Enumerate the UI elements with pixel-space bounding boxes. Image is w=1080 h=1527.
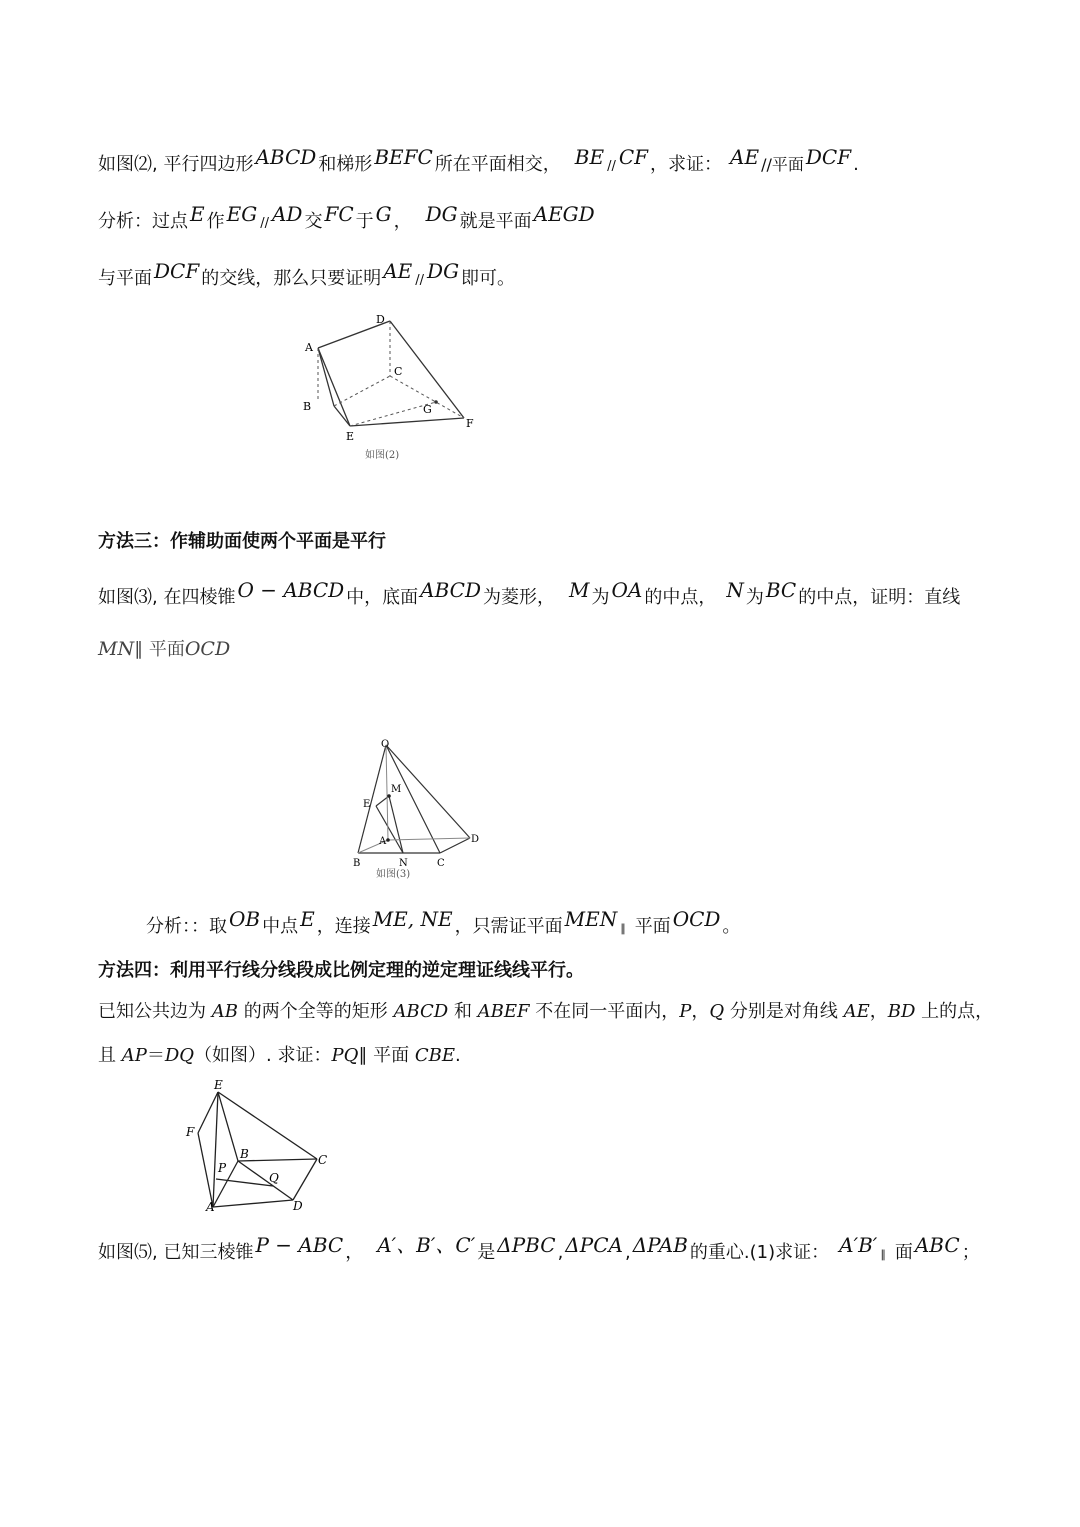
edge-DC xyxy=(293,1159,317,1200)
text: 如图⑶, 在四棱锥 xyxy=(98,587,236,608)
text: 和 xyxy=(453,1001,472,1022)
label-A: A xyxy=(305,341,313,354)
text: 与平面 xyxy=(98,268,152,289)
text: ， xyxy=(393,211,412,232)
figure-3-diagram xyxy=(348,735,488,880)
problem-statement-1 xyxy=(98,145,859,180)
text: ， xyxy=(691,1001,710,1022)
label-M: M xyxy=(391,784,402,795)
text: ，求证： xyxy=(650,154,723,175)
math: OCD xyxy=(672,907,721,931)
math: ABEF xyxy=(477,1001,530,1022)
label-D: D xyxy=(471,834,480,845)
math: BC xyxy=(765,578,797,602)
text: 。 xyxy=(722,916,741,937)
math: MEN xyxy=(564,907,618,931)
text: 的中点，证明：直线 xyxy=(798,587,961,608)
math: EG xyxy=(226,202,258,226)
math: AD xyxy=(271,202,303,226)
math: ABC xyxy=(914,1233,960,1257)
math: ME, NE xyxy=(372,907,453,931)
problem-statement-3 xyxy=(98,999,993,1025)
label-E: E xyxy=(346,430,355,443)
analysis-3 xyxy=(146,907,741,942)
math: E xyxy=(300,907,315,931)
text: ＝ xyxy=(146,1045,165,1066)
problem-statement-4 xyxy=(98,1233,980,1268)
text: //平面 xyxy=(761,155,804,174)
math: CF xyxy=(618,145,649,169)
math: BEFC xyxy=(374,145,433,169)
math: OA xyxy=(611,578,643,602)
math: AE xyxy=(383,259,413,283)
text: ∥ 平面 xyxy=(134,639,185,660)
text: （如图）. 求证： xyxy=(194,1045,332,1066)
edge-AD xyxy=(388,838,470,840)
text: ，只需证平面 xyxy=(454,916,563,937)
edge-MN xyxy=(389,796,403,853)
edge-AD xyxy=(213,1200,293,1207)
label-F: F xyxy=(186,1125,195,1139)
label-A: A xyxy=(206,1200,215,1214)
text: 如图⑸, 已知三棱锥 xyxy=(98,1242,254,1263)
math: O − ABCD xyxy=(237,578,345,602)
figure-2-diagram xyxy=(295,310,495,470)
math: ABCD xyxy=(255,145,317,169)
text: 不在同一平面内， xyxy=(535,1001,680,1022)
math: A′、B′、C′ xyxy=(377,1233,476,1257)
edge-EB xyxy=(218,1092,238,1161)
text: 为 xyxy=(745,587,764,608)
math: DCF xyxy=(805,145,852,169)
edge-CD xyxy=(440,838,470,853)
text: 上的点， xyxy=(921,1001,994,1022)
figure-4-diagram xyxy=(180,1075,340,1215)
text: 如图⑵, 平行四边形 xyxy=(98,154,254,175)
section-heading-method-4: 方法四：利用平行线分线段成比例定理的逆定理证线线平行。 xyxy=(98,960,584,981)
edge-EF xyxy=(198,1092,218,1133)
label-E: E xyxy=(214,1078,223,1092)
label-F: F xyxy=(466,417,474,430)
math: OCD xyxy=(184,638,231,660)
edge-EF xyxy=(350,418,464,426)
text: ∥ 平面 xyxy=(358,1045,410,1066)
math: AEGD xyxy=(533,202,595,226)
text: 作 xyxy=(206,211,225,232)
text: 且 xyxy=(98,1045,116,1066)
parallel-symbol: // xyxy=(607,159,616,174)
label-C: C xyxy=(394,365,403,378)
math: ABCD xyxy=(393,1001,449,1022)
text: 中，底面 xyxy=(346,587,419,608)
label-B: B xyxy=(353,858,361,869)
text: 分析：：取 xyxy=(146,916,227,937)
text: . xyxy=(455,1045,461,1066)
edge-BC xyxy=(334,376,390,406)
text: 交 xyxy=(304,211,323,232)
text: 和梯形 xyxy=(318,154,373,175)
math: DG xyxy=(427,259,460,283)
edge-EC xyxy=(218,1092,317,1159)
text: 是 xyxy=(477,1242,496,1263)
parallel-symbol: ∥ xyxy=(880,1248,886,1261)
math: CBE xyxy=(414,1045,455,1066)
text: 为 xyxy=(591,587,610,608)
text: , xyxy=(557,1242,564,1263)
label-B: B xyxy=(240,1147,249,1161)
text: ， xyxy=(345,1242,364,1263)
figure-caption: 如图(3) xyxy=(376,869,411,880)
edge-FA xyxy=(198,1133,213,1207)
math: AP xyxy=(121,1045,147,1066)
label-A: A xyxy=(379,836,387,847)
label-B: B xyxy=(303,400,312,413)
text: 分析：过点 xyxy=(98,211,188,232)
math: ΔPAB xyxy=(632,1233,688,1257)
text: ； xyxy=(961,1242,980,1263)
parallel-symbol: // xyxy=(260,216,269,231)
edge-EA xyxy=(213,1092,218,1207)
math: E xyxy=(190,202,205,226)
section-heading-method-3: 方法三：作辅助面使两个平面是平行 xyxy=(98,531,386,552)
text: 即可。 xyxy=(461,268,516,289)
math: A′B′ xyxy=(839,1233,878,1257)
label-E: E xyxy=(363,799,371,810)
text: 的中点， xyxy=(644,587,717,608)
text: 已知公共边为 xyxy=(98,1001,206,1022)
point-G xyxy=(434,400,438,404)
text: 就是平面 xyxy=(459,211,532,232)
label-G: G xyxy=(423,403,432,416)
text: , xyxy=(624,1242,631,1263)
text: 的两个全等的矩形 xyxy=(243,1001,388,1022)
math: DG xyxy=(425,202,458,226)
text: 面 xyxy=(894,1242,913,1263)
math: DCF xyxy=(154,259,200,283)
text: 中点 xyxy=(262,916,299,937)
math: AE xyxy=(730,145,760,169)
math: MN xyxy=(98,638,135,660)
math: Q xyxy=(709,1001,725,1022)
edge-BC xyxy=(238,1159,317,1161)
text: ， xyxy=(869,1001,888,1022)
label-D: D xyxy=(293,1199,303,1213)
edge-BD xyxy=(238,1161,293,1200)
point-A xyxy=(386,838,390,842)
label-Q: Q xyxy=(269,1171,279,1185)
label-P: P xyxy=(218,1161,227,1175)
problem-statement-2 xyxy=(98,578,961,611)
math: P − ABC xyxy=(255,1233,344,1257)
math: ΔPBC xyxy=(497,1233,556,1257)
math: OB xyxy=(229,907,261,931)
text: 平面 xyxy=(634,916,671,937)
label-N: N xyxy=(399,858,408,869)
math: M xyxy=(569,578,590,602)
parallel-symbol: ∥ xyxy=(620,922,626,935)
analysis-2 xyxy=(98,259,516,294)
text: 为菱形， xyxy=(483,587,556,608)
text: 于 xyxy=(355,211,374,232)
figure-caption: 如图(2) xyxy=(365,450,400,461)
edge-AB xyxy=(318,348,334,406)
math: AE xyxy=(843,1001,870,1022)
math: N xyxy=(726,578,744,602)
label-D: D xyxy=(376,313,385,326)
label-C: C xyxy=(437,858,445,869)
text: 分别是对角线 xyxy=(729,1001,838,1022)
math: P xyxy=(679,1001,692,1022)
label-C: C xyxy=(318,1153,328,1167)
math: ΔPCA xyxy=(565,1233,623,1257)
math: AB xyxy=(211,1001,238,1022)
text: 的重心.(1)求证： xyxy=(689,1242,830,1263)
math: BE xyxy=(574,145,605,169)
math: DQ xyxy=(164,1045,195,1066)
math: G xyxy=(375,202,392,226)
parallel-symbol: // xyxy=(415,273,425,288)
problem-statement-2-cont xyxy=(98,636,230,663)
text: ，连接 xyxy=(316,916,371,937)
text: 所在平面相交， xyxy=(434,154,561,175)
math: FC xyxy=(324,202,354,226)
math: BD xyxy=(887,1001,916,1022)
math: PQ xyxy=(331,1045,359,1066)
edge-BE xyxy=(334,406,350,426)
label-O: O xyxy=(381,739,390,750)
math: ABCD xyxy=(420,578,482,602)
analysis-1 xyxy=(98,202,597,237)
edge-AE xyxy=(318,348,350,426)
problem-statement-3-cont xyxy=(98,1043,461,1069)
text: 的交线，那么只要证明 xyxy=(201,268,382,289)
text: . xyxy=(853,154,859,175)
